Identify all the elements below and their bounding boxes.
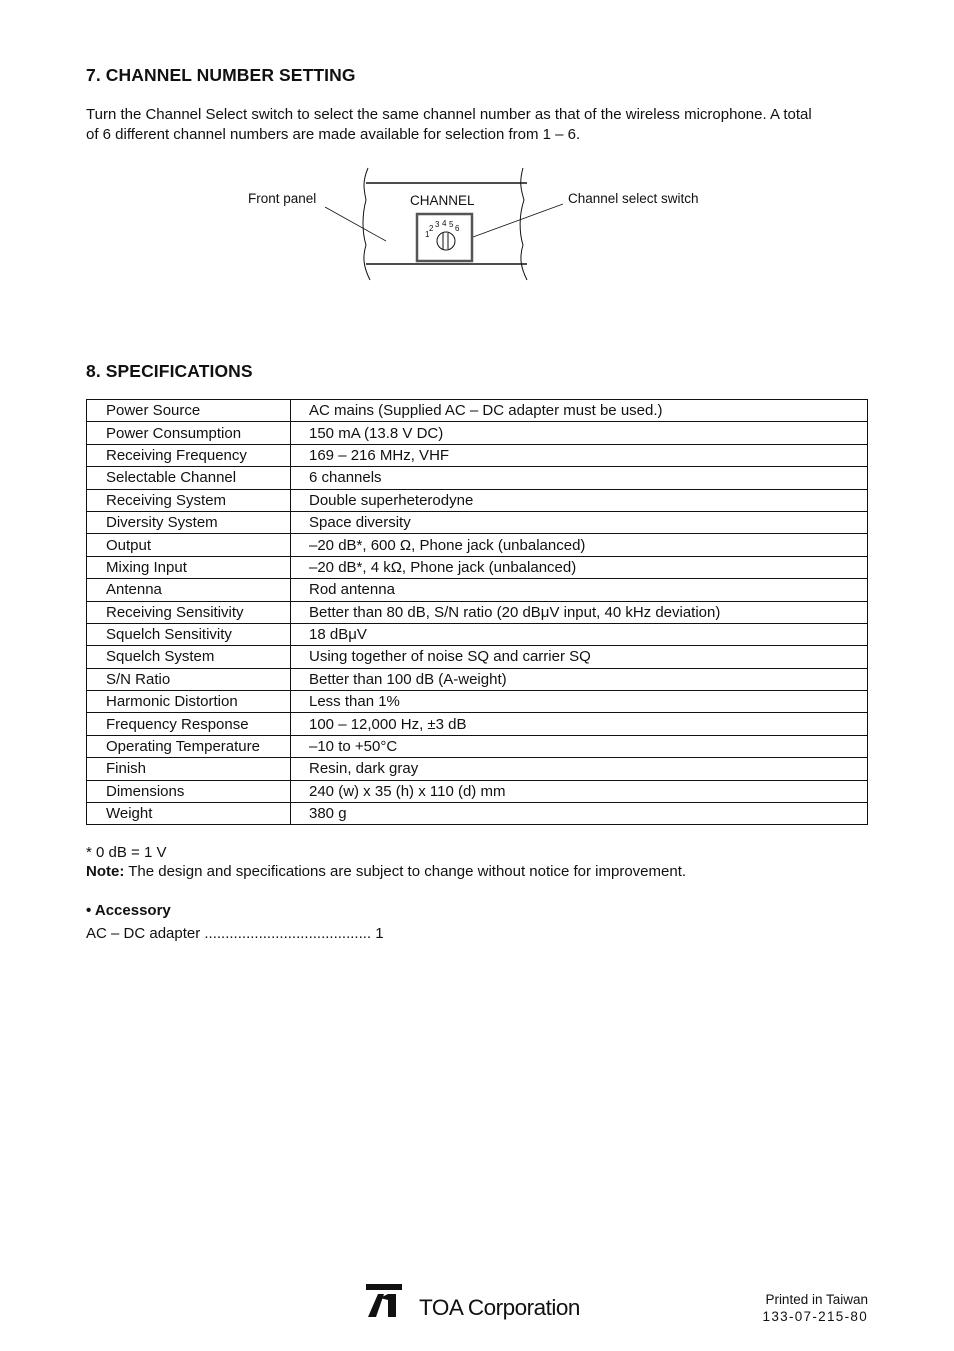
channel-label: CHANNEL — [410, 193, 475, 208]
table-row — [87, 444, 868, 466]
spec-value-cell: Resin, dark gray — [291, 758, 868, 780]
spec-name-cell: Power Source — [87, 400, 291, 422]
paragraph-line-1: Turn the Channel Select switch to select the same channel number as that of the wireless microphone. A total — [86, 106, 812, 123]
table-row — [87, 623, 868, 645]
table-row — [87, 601, 868, 623]
spec-name-cell: Receiving System — [87, 489, 291, 511]
specifications-table — [86, 399, 868, 825]
spec-name-cell: Finish — [87, 758, 291, 780]
spec-value-cell: Rod antenna — [291, 579, 868, 601]
spec-value-cell: Better than 80 dB, S/N ratio (20 dBμV input, 40 kHz deviation) — [291, 601, 868, 623]
panel-right-edge — [520, 168, 527, 280]
spec-value-cell: AC mains (Supplied AC – DC adapter must be used.) — [291, 400, 868, 422]
spec-value-cell: 18 dBμV — [291, 623, 868, 645]
table-row — [87, 534, 868, 556]
note-line — [86, 862, 686, 882]
table-row — [87, 511, 868, 533]
spec-value-cell: Double superheterodyne — [291, 489, 868, 511]
spec-value-cell: 6 channels — [291, 467, 868, 489]
table-row — [87, 467, 868, 489]
spec-name-cell: Dimensions — [87, 780, 291, 802]
spec-name-cell: Squelch Sensitivity — [87, 623, 291, 645]
table-row — [87, 691, 868, 713]
printed-in: Printed in Taiwan — [765, 1292, 868, 1307]
section-heading-channel-number-setting: 7. CHANNEL NUMBER SETTING — [86, 65, 356, 85]
dial-number-3: 3 — [435, 220, 440, 229]
table-row — [87, 758, 868, 780]
spec-name-cell: Antenna — [87, 579, 291, 601]
table-row — [87, 735, 868, 757]
channel-switch-diagram — [0, 0, 954, 300]
dial-number-5: 5 — [449, 220, 454, 229]
spec-name-cell: S/N Ratio — [87, 668, 291, 690]
spec-value-cell: 240 (w) x 35 (h) x 110 (d) mm — [291, 780, 868, 802]
section-heading-specifications: 8. SPECIFICATIONS — [86, 361, 253, 381]
spec-value-cell: –20 dB*, 600 Ω, Phone jack (unbalanced) — [291, 534, 868, 556]
company-name: TOA Corporation — [419, 1295, 580, 1320]
document-code: 133-07-215-80 — [762, 1309, 868, 1324]
spec-value-cell: 100 – 12,000 Hz, ±3 dB — [291, 713, 868, 735]
channel-select-switch-label: Channel select switch — [568, 191, 699, 206]
dial-number-1: 1 — [425, 230, 430, 239]
spec-name-cell: Selectable Channel — [87, 467, 291, 489]
note-label: Note: — [86, 863, 125, 880]
spec-name-cell: Receiving Frequency — [87, 444, 291, 466]
spec-value-cell: 380 g — [291, 803, 868, 825]
table-row — [87, 780, 868, 802]
table-row — [87, 489, 868, 511]
spec-value-cell: Using together of noise SQ and carrier SQ — [291, 646, 868, 668]
switch-leader — [473, 204, 563, 237]
front-panel-label: Front panel — [248, 191, 317, 206]
table-row — [87, 556, 868, 578]
dial-circle — [437, 232, 455, 250]
table-row — [87, 422, 868, 444]
table-row — [87, 803, 868, 825]
spec-name-cell: Receiving Sensitivity — [87, 601, 291, 623]
spec-value-cell: 150 mA (13.8 V DC) — [291, 422, 868, 444]
dial-number-6: 6 — [455, 224, 460, 233]
spec-name-cell: Power Consumption — [87, 422, 291, 444]
spec-value-cell: 169 – 216 MHz, VHF — [291, 444, 868, 466]
spec-name-cell: Output — [87, 534, 291, 556]
spec-name-cell: Squelch System — [87, 646, 291, 668]
spec-value-cell: Space diversity — [291, 511, 868, 533]
table-row — [87, 646, 868, 668]
paragraph-line-2: of 6 different channel numbers are made available for selection from 1 – 6. — [86, 125, 581, 143]
accessory-item: AC – DC adapter ........................................ 1 — [86, 925, 384, 942]
dial-number-4: 4 — [442, 219, 447, 228]
table-row — [87, 668, 868, 690]
spec-name-cell: Harmonic Distortion — [87, 691, 291, 713]
spec-value-cell: –10 to +50°C — [291, 735, 868, 757]
diagram-lines — [0, 0, 954, 300]
footnote: * 0 dB = 1 V — [86, 844, 167, 861]
front-panel-leader — [325, 207, 386, 241]
spec-name-cell: Diversity System — [87, 511, 291, 533]
panel-left-edge — [363, 168, 370, 280]
spec-name-cell: Frequency Response — [87, 713, 291, 735]
table-row — [87, 579, 868, 601]
spec-name-cell: Mixing Input — [87, 556, 291, 578]
spec-name-cell: Operating Temperature — [87, 735, 291, 757]
note-text: The design and specifications are subject to change without notice for improvement. — [124, 863, 687, 880]
spec-value-cell: Less than 1% — [291, 691, 868, 713]
accessory-heading: • Accessory — [86, 902, 171, 919]
spec-value-cell: –20 dB*, 4 kΩ, Phone jack (unbalanced) — [291, 556, 868, 578]
dial-number-2: 2 — [429, 224, 434, 233]
table-row — [87, 713, 868, 735]
table-row — [87, 400, 868, 422]
spec-value-cell: Better than 100 dB (A-weight) — [291, 668, 868, 690]
toa-logo-icon — [366, 1284, 402, 1318]
spec-name-cell: Weight — [87, 803, 291, 825]
